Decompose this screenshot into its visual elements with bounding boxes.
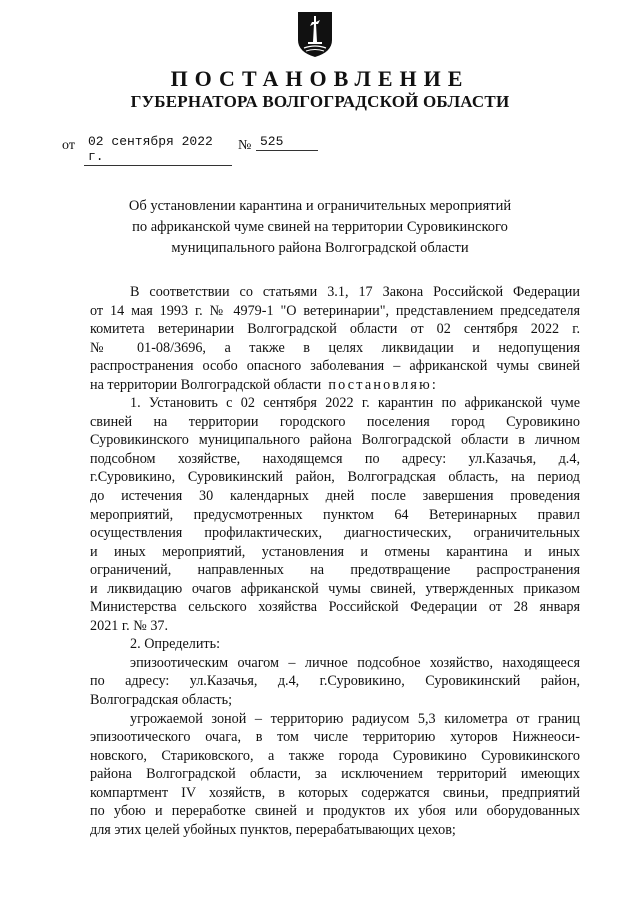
body-line: до истечения 30 календарных дней после завершения проведения: [90, 488, 580, 505]
body-line: угрожаемой зоной – территорию радиусом 5,3 километра от границ: [130, 710, 580, 727]
subject-line: по африканской чуме свиней на территории Суровикинского: [132, 219, 508, 235]
body-line: 1. Установить с 02 сентября 2022 г. карантин по африканской чуме: [130, 395, 580, 412]
body-line: и ликвидацию очагов африканской чумы свиней, утвержденных приказом: [90, 580, 580, 597]
body-line: № 01-08/3696, а также в целях ликвидации и недопущения: [90, 339, 580, 356]
body-line: для этих целей убойных пунктов, перерабатывающих цехов;: [90, 821, 456, 838]
document-date: 02 сентября 2022 г.: [84, 134, 232, 166]
body-line: по убою и переработке свиней и продуктов их убоя или оборудованных: [90, 803, 580, 820]
body-line: 2. Определить:: [130, 636, 221, 653]
document-body: [90, 283, 580, 839]
body-line: по адресу: ул.Казачья, д.4, г.Суровикино, Суровикинский район,: [90, 673, 580, 690]
body-line: Суровикинского муниципального района Волгоградской области в личном: [90, 432, 580, 449]
subject-line: муниципального района Волгоградской области: [171, 240, 469, 256]
body-line: новского, Стариковского, а также города Суровикино Суровикинского: [90, 747, 580, 764]
body-line: 2021 г. № 37.: [90, 617, 169, 634]
document-subject: [0, 196, 640, 259]
body-line: подсобном хозяйстве, находящемся по адресу: ул.Казачья, д.4,: [90, 450, 580, 467]
number-prefix: №: [238, 138, 252, 153]
body-line: компартмент IV хозяйств, в которых содержатся свиньи, предприятий: [90, 784, 580, 801]
body-line: от 14 мая 1993 г. № 4979-1 "О ветеринарии", представлением председателя: [90, 302, 580, 319]
subject-line: Об установлении карантина и ограничительных мероприятий: [128, 198, 512, 214]
volgograd-coat-of-arms-icon: [296, 10, 334, 58]
body-line: свиней на территории городского поселения город Суровикино: [90, 413, 580, 430]
body-line: комитета ветеринарии Волгоградской области от 02 сентября 2022 г.: [90, 321, 580, 338]
body-line: осуществления профилактических, диагностических, ограничительных: [90, 525, 580, 542]
body-line: мероприятий, предусмотренных пунктом 64 Ветеринарных правил: [90, 506, 580, 523]
body-line: Министерства сельского хозяйства Российской Федерации от 28 января: [90, 599, 580, 616]
date-prefix: от: [62, 138, 75, 153]
body-line: распространения особо опасного заболевания – африканской чумы свиней: [90, 358, 580, 375]
document-number: 525: [256, 134, 318, 151]
body-line: В соответствии со статьями 3.1, 17 Закона Российской Федерации: [130, 284, 580, 300]
body-line: [90, 376, 580, 395]
body-line: ограничений, направленных на предотвращение распространения: [90, 562, 580, 579]
body-line: эпизоотического очага, в том числе территорию хуторов Нижнеоси-: [90, 729, 580, 746]
resolution-word: постановляю:: [328, 376, 439, 393]
body-line: г.Суровикино, Суровикинский район, Волгоградская область, на период: [90, 469, 580, 486]
body-text: на территории Волгоградской области: [90, 376, 322, 393]
body-line: района Волгоградской области, за исключением территорий имеющих: [90, 766, 580, 783]
body-line: и иных мероприятий, установления и отмены карантина и иных: [90, 543, 580, 560]
body-line: Волгоградская область;: [90, 692, 233, 709]
document-subtitle: ГУБЕРНАТОРА ВОЛГОГРАДСКОЙ ОБЛАСТИ: [130, 92, 510, 111]
body-line: эпизоотическим очагом – личное подсобное хозяйство, находящееся: [130, 654, 580, 671]
document-title: ПОСТАНОВЛЕНИЕ: [170, 66, 470, 91]
